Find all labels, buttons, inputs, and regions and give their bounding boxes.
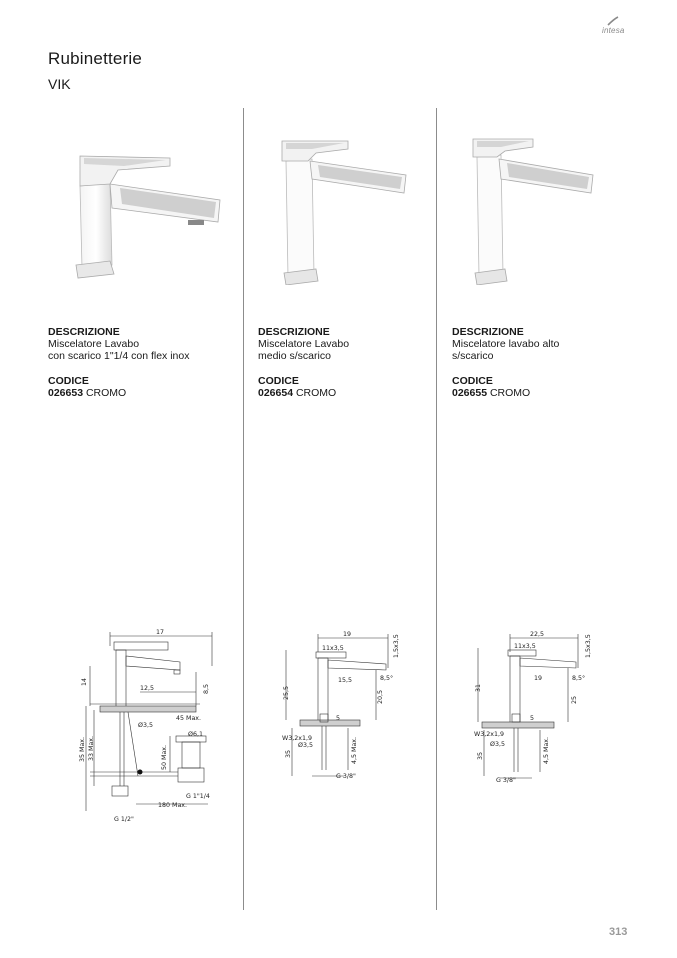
dimension-label: 50 Max. — [161, 744, 168, 770]
product-finish: CROMO — [489, 387, 531, 399]
dimension-label: W3,2x1,9 — [282, 735, 312, 742]
dimension-label: G 1/2" — [114, 816, 134, 823]
dimension-label: 180 Max. — [158, 802, 188, 809]
product-code-line — [258, 387, 349, 399]
product-info — [452, 326, 559, 399]
product-finish: CROMO — [295, 387, 337, 399]
dimension-label: 20,5 — [377, 689, 384, 704]
dimension-label: 14 — [81, 677, 88, 686]
dimension-label: G 1"1/4 — [186, 793, 210, 800]
dimension-label: Ø3,5 — [138, 722, 153, 729]
faucet-image — [70, 148, 230, 283]
dimension-label: 15,5 — [338, 677, 353, 684]
dimension-label: 4,5 Max. — [351, 736, 358, 764]
dimension-label: G 3/8" — [336, 773, 356, 780]
dimension-label: 12,5 — [140, 685, 155, 692]
dimension-label: 19 — [343, 631, 352, 638]
dimension-label: 11x3,5 — [514, 643, 536, 650]
page-title: Rubinetterie — [48, 49, 143, 68]
brand-logo — [596, 16, 636, 38]
product-code-line — [452, 387, 559, 399]
dimension-label: 19 — [534, 675, 543, 682]
dimension-label: 33 Max. — [88, 735, 95, 761]
description-line: Miscelatore Lavabo — [258, 338, 350, 350]
description-line: s/scarico — [452, 350, 494, 362]
product-info — [48, 326, 189, 399]
logo-mark-icon — [606, 16, 620, 26]
dimension-label: 5 — [336, 715, 341, 722]
dimension-label: 11x3,5 — [322, 645, 344, 652]
description-heading: DESCRIZIONE — [452, 326, 524, 338]
page-subtitle: VIK — [48, 76, 71, 92]
description-line: medio s/scarico — [258, 350, 331, 362]
code-heading: CODICE — [452, 375, 493, 387]
dimension-label: Ø6,1 — [188, 731, 203, 738]
dimension-label: 1,5x3,5 — [585, 634, 592, 658]
product-info — [258, 326, 349, 399]
product-code: 026653 — [48, 387, 84, 399]
faucet-image — [262, 135, 422, 285]
description-line: Miscelatore Lavabo — [48, 338, 140, 350]
dimension-label: 25,5 — [283, 685, 290, 700]
dimension-label: 35 Max. — [79, 736, 86, 762]
dimension-label: 1,5x3,5 — [393, 634, 400, 658]
code-heading: CODICE — [48, 375, 89, 387]
dimension-label: 8,5° — [572, 675, 586, 682]
dimension-label: Ø3,5 — [298, 742, 313, 749]
dimension-label: 5 — [530, 715, 535, 722]
faucet-image — [455, 135, 615, 285]
product-finish: CROMO — [85, 387, 127, 399]
column-divider — [243, 108, 244, 910]
dimension-label: 22,5 — [530, 631, 545, 638]
dimension-label: W3,2x1,9 — [474, 731, 504, 738]
technical-drawing — [76, 626, 241, 826]
product-code: 026655 — [452, 387, 488, 399]
dimension-label: 4,5 Max. — [543, 736, 550, 764]
description-heading: DESCRIZIONE — [258, 326, 330, 338]
dimension-label: 35 — [285, 749, 292, 758]
dimension-label: 35 — [477, 751, 484, 760]
dimension-label: G 3/8" — [496, 777, 516, 784]
description-line: Miscelatore lavabo alto — [452, 338, 560, 350]
dimension-label: 8,5 — [203, 683, 210, 694]
code-heading: CODICE — [258, 375, 299, 387]
technical-drawing — [470, 628, 595, 788]
dimension-label: 8,5° — [380, 675, 394, 682]
dimension-label: 17 — [156, 629, 165, 636]
dimension-label: 31 — [475, 683, 482, 692]
logo-text: intesa — [602, 26, 625, 35]
dimension-label: 25 — [571, 695, 578, 704]
column-divider — [436, 108, 437, 910]
technical-drawing — [278, 628, 403, 783]
description-heading: DESCRIZIONE — [48, 326, 120, 338]
product-code: 026654 — [258, 387, 294, 399]
page-number: 313 — [609, 926, 628, 938]
dimension-label: 45 Max. — [176, 715, 202, 722]
dimension-label: Ø3,5 — [490, 741, 505, 748]
description-line: con scarico 1"1/4 con flex inox — [48, 350, 190, 362]
product-code-line — [48, 387, 189, 399]
